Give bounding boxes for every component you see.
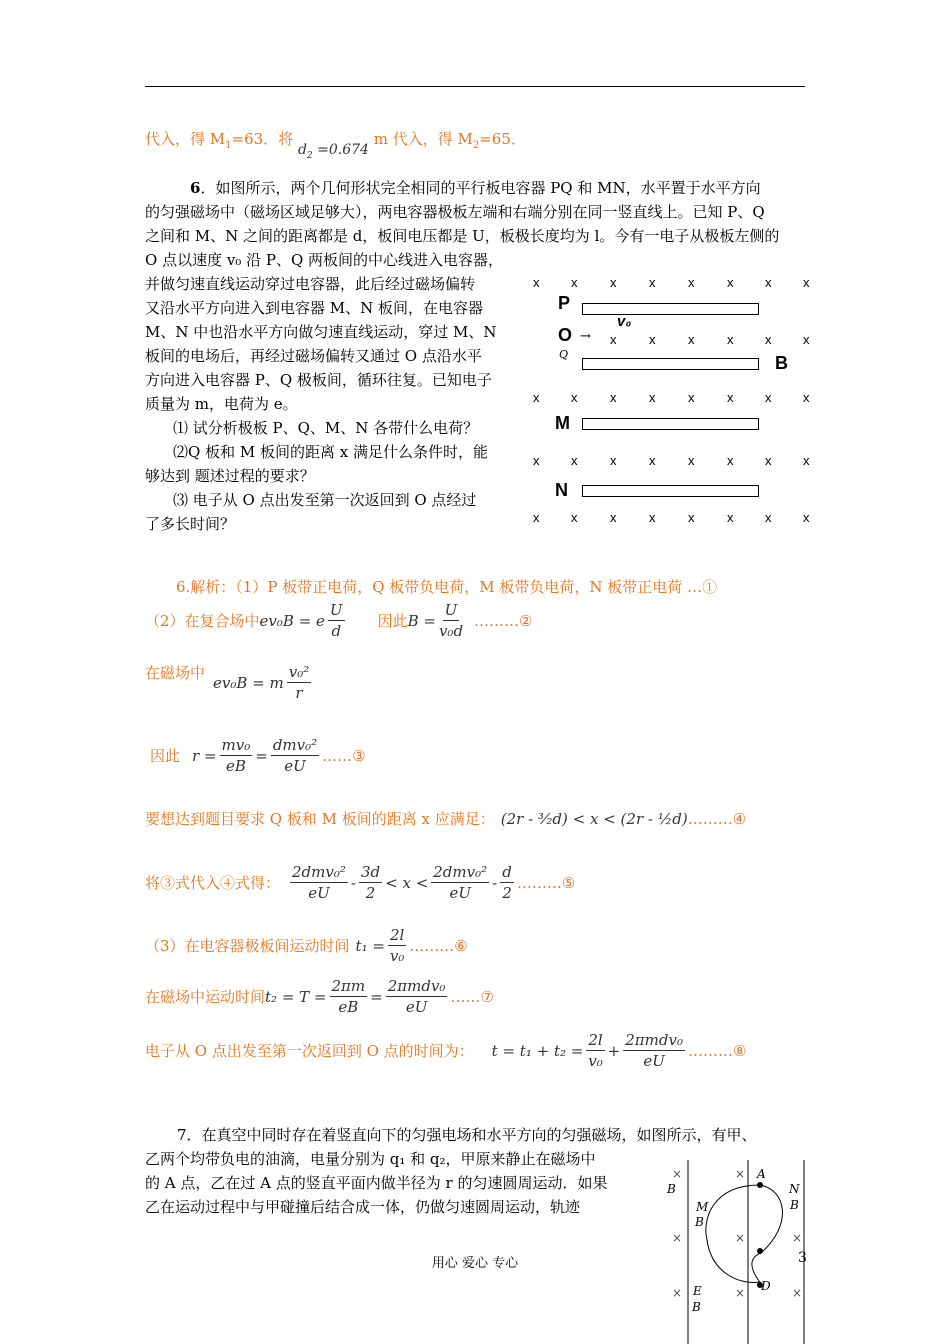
svg-text:N: N bbox=[789, 1182, 800, 1196]
field-x-mark: x bbox=[688, 275, 695, 290]
footer-slogan: 用心 爱心 专心 bbox=[431, 1256, 519, 1271]
question-7: 7．在真空中同时存在着竖直向下的匀强电场和水平方向的匀强磁场，如图所示，有甲、 乙两个均带负电的油滴，电量分别为 q₁ 和 q₂，甲原来静止在磁场中 的 A 点，乙在过 A 点的竖直平面内做半径为 r 的匀速圆周运动．如果 乙在运动过程中与甲碰撞后结合成一体，仍做匀速圆周运动，轨迹 bbox=[145, 1126, 757, 1216]
svg-text:B: B bbox=[667, 1182, 676, 1196]
field-x-mark: x bbox=[610, 390, 617, 405]
solution-step-9: 电子从 O 点出发至第一次返回到 O 点的时间为： t = t₁ + t₂ = $\frac{2l}{\text{v₀}}$ + $\frac{\text{2πmdv₀}}{eU}$ ………⑧ bbox=[145, 1031, 747, 1070]
field-x-mark: x bbox=[765, 453, 772, 468]
solution-step-2: （2）在复合场中 ev₀B = e $\frac{U}{d}$ 因此 B = $\frac{U}{\text{v₀d}}$ ………② bbox=[145, 601, 533, 640]
solution-step-1: 6.解析：（1）P 板带正电荷，Q 板带负电荷，M 板带负电荷，N 板带正电荷 …① bbox=[176, 578, 718, 596]
plate-p bbox=[582, 303, 759, 315]
svg-text:E: E bbox=[693, 1284, 702, 1298]
field-x-mark: x bbox=[610, 510, 617, 525]
svg-text:D: D bbox=[761, 1279, 771, 1293]
field-x-mark: x bbox=[727, 390, 734, 405]
field-x-mark: x bbox=[571, 510, 578, 525]
field-x-mark: x bbox=[571, 390, 578, 405]
field-x-mark: x bbox=[727, 510, 734, 525]
svg-text:×: × bbox=[735, 1286, 746, 1300]
field-x-mark: x bbox=[803, 453, 810, 468]
field-x-mark: x bbox=[533, 510, 540, 525]
label-m: M bbox=[555, 413, 570, 433]
arrow-v0: → bbox=[580, 329, 591, 344]
svg-text:×: × bbox=[672, 1286, 683, 1300]
field-x-mark: x bbox=[765, 275, 772, 290]
field-x-mark: x bbox=[649, 390, 656, 405]
solution-step-3-label: 在磁场中 bbox=[145, 664, 206, 682]
field-x-mark: x bbox=[803, 332, 810, 347]
svg-text:B: B bbox=[790, 1198, 799, 1212]
top-line: 代入，得 $M_1=63$．将 $d_2 =0.674$ m 代入，得 $M_2=65$． bbox=[145, 130, 526, 161]
label-o: O bbox=[558, 325, 573, 345]
plate-m bbox=[582, 418, 759, 430]
svg-text:B: B bbox=[692, 1300, 701, 1314]
question-6: 6．如图所示，两个几何形状完全相同的平行板电容器 PQ 和 MN，水平置于水平方向 的匀强磁场中（磁场区域足够大），两电容器极板左端和右端分别在同一竖直线上。已知 P、Q 之间和 M、N 之间的距离都是 d，板间电压都是 U，板极长度均为 l。今有一电子从极板左侧的 O 点以速度 v₀ 沿 P、Q 两板间的中心线进入电容器， 并做匀速直线运动穿过电容器，此后经过磁场偏转 又沿水平方向进入到电容器 M、N 板间，在电容器 M、N 中也沿水平方向做匀速直线运动，穿过 M、N 板间的电场后，再经过磁场偏转又通过 O 点沿水平 方向进入电容器 P、Q 极板间，循环往复。已知电子 质量为 m，电荷为 e。 ⑴ 试分析极板 P、Q、M、N 各带什么电荷？ ⑵Q 板和 M 板间的距离 x 满足什么条件时，能 够达到 题述过程的要求？ ⑶ 电子从 O 点出发至第一次返回到 O 点经过 了多长时间？ bbox=[145, 179, 780, 533]
page-number: 3 bbox=[798, 1250, 807, 1266]
label-b: B bbox=[775, 353, 788, 373]
field-x-mark: x bbox=[649, 275, 656, 290]
field-x-mark: x bbox=[688, 453, 695, 468]
solution-step-6: 将③式代入④式得： $\frac{\text{2dmv₀²}}{eU}$ - $\frac{3d}{2}$ < x < $\frac{\text{2dmv₀²}}{eU}$ - $\frac{d}{2}$ ………⑤ bbox=[145, 863, 576, 902]
field-x-mark: x bbox=[803, 510, 810, 525]
field-x-mark: x bbox=[610, 453, 617, 468]
plate-q bbox=[582, 358, 759, 370]
field-x-mark: x bbox=[727, 332, 734, 347]
field-x-mark: x bbox=[571, 275, 578, 290]
solution-step-8: 在磁场中运动时间 t₂ = T = $\frac{2\pi m}{eB}$ = $\frac{\text{2πmdv₀}}{eU}$ ……⑦ bbox=[145, 977, 494, 1016]
field-x-mark: x bbox=[688, 390, 695, 405]
label-q: Q bbox=[559, 348, 569, 361]
svg-text:A: A bbox=[757, 1167, 766, 1181]
svg-text:×: × bbox=[792, 1231, 803, 1245]
field-x-mark: x bbox=[765, 390, 772, 405]
svg-text:×: × bbox=[735, 1231, 746, 1245]
svg-text:×: × bbox=[735, 1167, 746, 1181]
field-x-mark: x bbox=[803, 390, 810, 405]
field-x-mark: x bbox=[649, 453, 656, 468]
field-x-mark: x bbox=[727, 453, 734, 468]
capacitor-figure bbox=[525, 265, 820, 530]
field-x-mark: x bbox=[610, 332, 617, 347]
svg-text:×: × bbox=[672, 1231, 683, 1245]
field-x-mark: x bbox=[533, 453, 540, 468]
label-v0: v₀ bbox=[617, 313, 632, 330]
solution-step-5: 要想达到题目要求 Q 板和 M 板间的距离 x 应满足： (2r - ³⁄₂d) < x < (2r - ½d) ………④ bbox=[145, 809, 747, 828]
svg-text:B: B bbox=[695, 1215, 704, 1229]
field-x-mark: x bbox=[688, 510, 695, 525]
header-rule bbox=[145, 86, 805, 87]
svg-text:×: × bbox=[792, 1286, 803, 1300]
field-x-mark: x bbox=[649, 332, 656, 347]
svg-text:×: × bbox=[672, 1167, 683, 1181]
label-p: P bbox=[558, 293, 571, 313]
solution-step-7: （3）在电容器极板间运动时间 t₁ = $\frac{2l}{\text{v₀}}$ ………⑥ bbox=[145, 926, 468, 965]
label-n: N bbox=[555, 480, 568, 500]
field-x-mark: x bbox=[803, 275, 810, 290]
plate-n bbox=[582, 485, 759, 497]
field-x-mark: x bbox=[649, 510, 656, 525]
solution-step-3-eq: ev₀B = m $\frac{\text{v₀²}}{r}$ bbox=[213, 663, 310, 702]
field-x-mark: x bbox=[765, 332, 772, 347]
field-x-mark: x bbox=[533, 275, 540, 290]
field-x-mark: x bbox=[688, 332, 695, 347]
field-x-mark: x bbox=[533, 390, 540, 405]
field-x-mark: x bbox=[765, 510, 772, 525]
field-x-mark: x bbox=[571, 453, 578, 468]
solution-step-4: 因此 r = $\frac{\text{mv₀}}{eB}$ = $\frac{\text{dmv₀²}}{eU}$ ……③ bbox=[150, 736, 366, 775]
field-x-mark: x bbox=[610, 275, 617, 290]
svg-text:M: M bbox=[696, 1200, 709, 1214]
field-x-mark: x bbox=[727, 275, 734, 290]
